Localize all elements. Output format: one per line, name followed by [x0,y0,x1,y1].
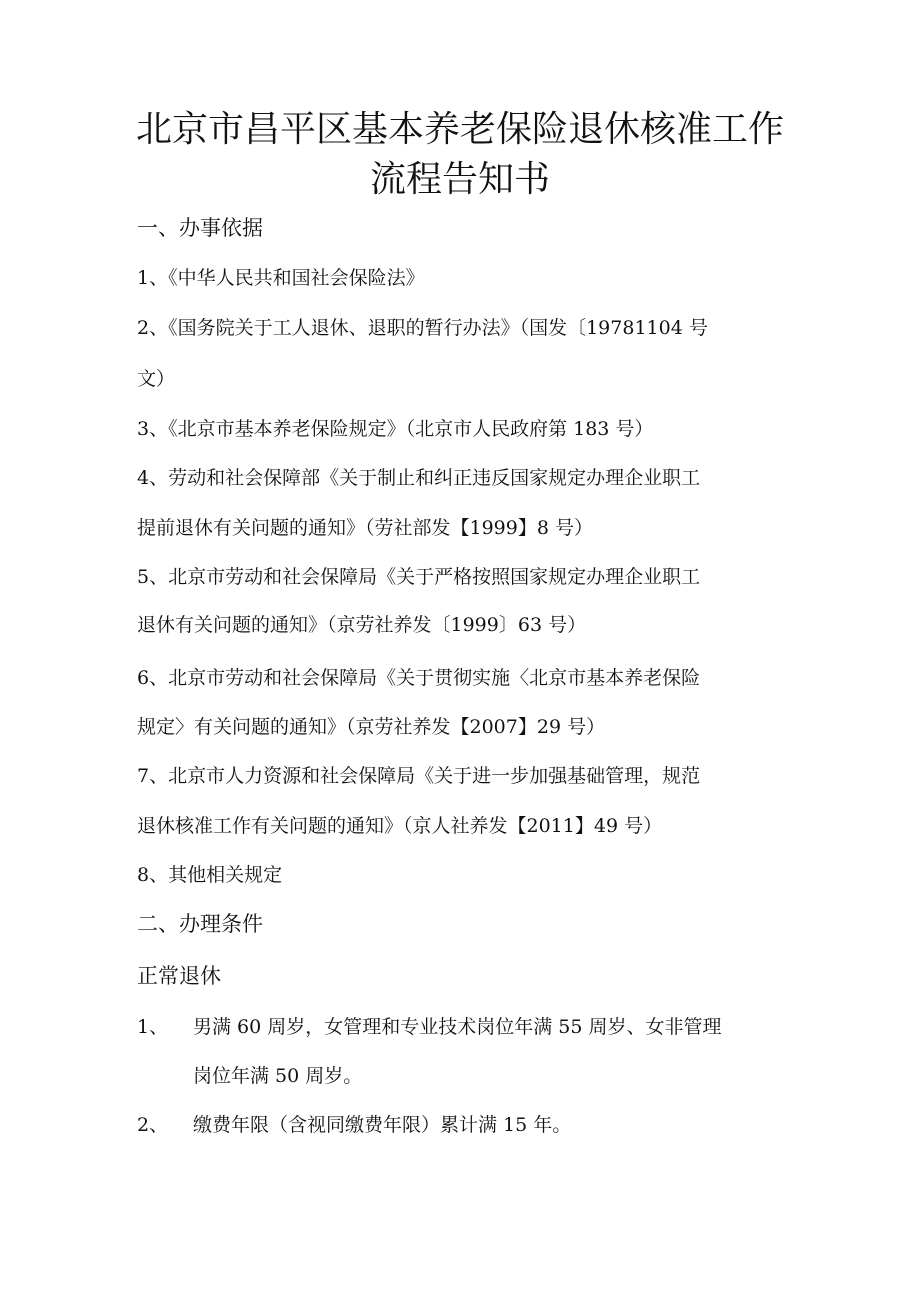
condition-2-number: 2、 [137,1114,169,1136]
basis-item-8: 8、其他相关规定 [137,864,283,886]
basis-item-6-line-1: 6、北京市劳动和社会保障局《关于贯彻实施〈北京市基本养老保险 [137,667,701,689]
basis-item-4-line-2: 提前退休有关问题的通知》（劳社部发【1999】8 号） [137,517,593,539]
condition-1-number: 1、 [137,1016,169,1038]
basis-item-7-line-1: 7、北京市人力资源和社会保障局《关于进一步加强基础管理，规范 [137,765,701,787]
basis-item-3: 3、《北京市基本养老保险规定》（北京市人民政府第 183 号） [137,418,654,440]
condition-1-line-1: 男满 60 周岁，女管理和专业技术岗位年满 55 周岁、女非管理 [193,1016,722,1038]
basis-item-7-line-2: 退休核准工作有关问题的通知》（京人社养发【2011】49 号） [137,815,663,837]
document-title-line-2: 流程告知书 [369,159,550,200]
section-2-heading: 二、办理条件 [137,912,263,936]
basis-item-2-line-1: 2、《国务院关于工人退休、退职的暂行办法》（国发〔19781104 号 [137,317,708,339]
basis-item-5-line-2: 退休有关问题的通知》（京劳社养发〔1999〕63 号） [137,614,587,636]
basis-item-5-line-1: 5、北京市劳动和社会保障局《关于严格按照国家规定办理企业职工 [137,566,701,588]
basis-item-1: 1、《中华人民共和国社会保险法》 [137,267,425,289]
document-title-line-1: 北京市昌平区基本养老保险退休核准工作 [135,109,784,150]
basis-item-2-line-2: 文） [137,368,176,390]
basis-item-6-line-2: 规定〉有关问题的通知》（京劳社养发【2007】29 号） [137,716,606,738]
basis-item-4-line-1: 4、劳动和社会保障部《关于制止和纠正违反国家规定办理企业职工 [137,467,701,489]
normal-retirement-subheading: 正常退休 [137,964,221,988]
condition-2-line-1: 缴费年限（含视同缴费年限）累计满 15 年。 [193,1114,572,1136]
condition-1-line-2: 岗位年满 50 周岁。 [193,1065,363,1087]
section-1-heading: 一、办事依据 [137,216,263,240]
